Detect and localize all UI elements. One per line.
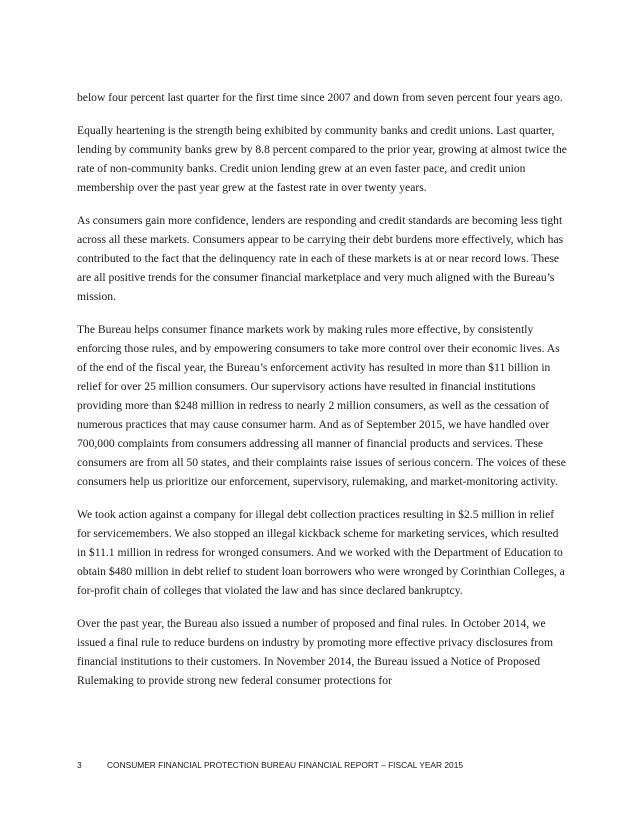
paragraph: As consumers gain more confidence, lenders are responding and credit standards are becoming less tight across all these markets. Consumers appear to be carrying their debt burdens more effectively, which has contributed to the fact that the delinquency rate in each of these markets is at or near record lows. These are all positive trends for the consumer financial marketplace and very much aligned with the Bureau’s mission. <box>77 214 564 303</box>
paragraph: The Bureau helps consumer finance markets work by making rules more effective, by consistently enforcing those rules, and by empowering consumers to take more control over their economic lives. As of the end of the fiscal year, the Bureau’s enforcement activity has resulted in more than $11 billion in relief for over 25 million consumers. Our supervisory actions have resulted in financial institutions providing more than $248 million in redress to nearly 2 million consumers, as well as the cessation of numerous practices that may cause consumer harm. And as of September 2015, we have handled over 700,000 complaints from consumers addressing all manner of financial products and services. These consumers are from all 50 states, and their complaints raise issues of serious concern. The voices of these consumers help us prioritize our enforcement, supervisory, rulemaking, and market-monitoring activity. <box>77 323 566 488</box>
page-number: 3 <box>77 760 82 770</box>
paragraph: Equally heartening is the strength being exhibited by community banks and credit unions. Last quarter, lending by community banks grew by 8.8 percent compared to the prior year, growing at almost twice the rate of non-community banks. Credit union lending grew at an even faster pace, and credit union membership over the past year grew at the fastest rate in over twenty years. <box>77 124 567 194</box>
running-title: CONSUMER FINANCIAL PROTECTION BUREAU FINANCIAL REPORT – FISCAL YEAR 2015 <box>107 760 464 770</box>
paragraph: Over the past year, the Bureau also issued a number of proposed and final rules. In October 2014, we issued a final rule to reduce burdens on industry by promoting more effective privacy disclosures from financial institutions to their customers. In November 2014, the Bureau issued a Notice of Proposed Rulemaking to provide strong new federal consumer protections for <box>77 617 553 687</box>
page-footer <box>77 760 577 770</box>
paragraph: We took action against a company for illegal debt collection practices resulting in $2.5 million in relief for servicemembers. We also stopped an illegal kickback scheme for marketing services, which resulted in $11.1 million in redress for wronged consumers. And we worked with the Department of Education to obtain $480 million in debt relief to student loan borrowers who were wronged by Corinthian Colleges, a for-profit chain of colleges that violated the law and has since declared bankruptcy. <box>77 508 565 597</box>
body-text <box>77 88 567 704</box>
paragraph: below four percent last quarter for the first time since 2007 and down from seven percent four years ago. <box>77 91 563 104</box>
